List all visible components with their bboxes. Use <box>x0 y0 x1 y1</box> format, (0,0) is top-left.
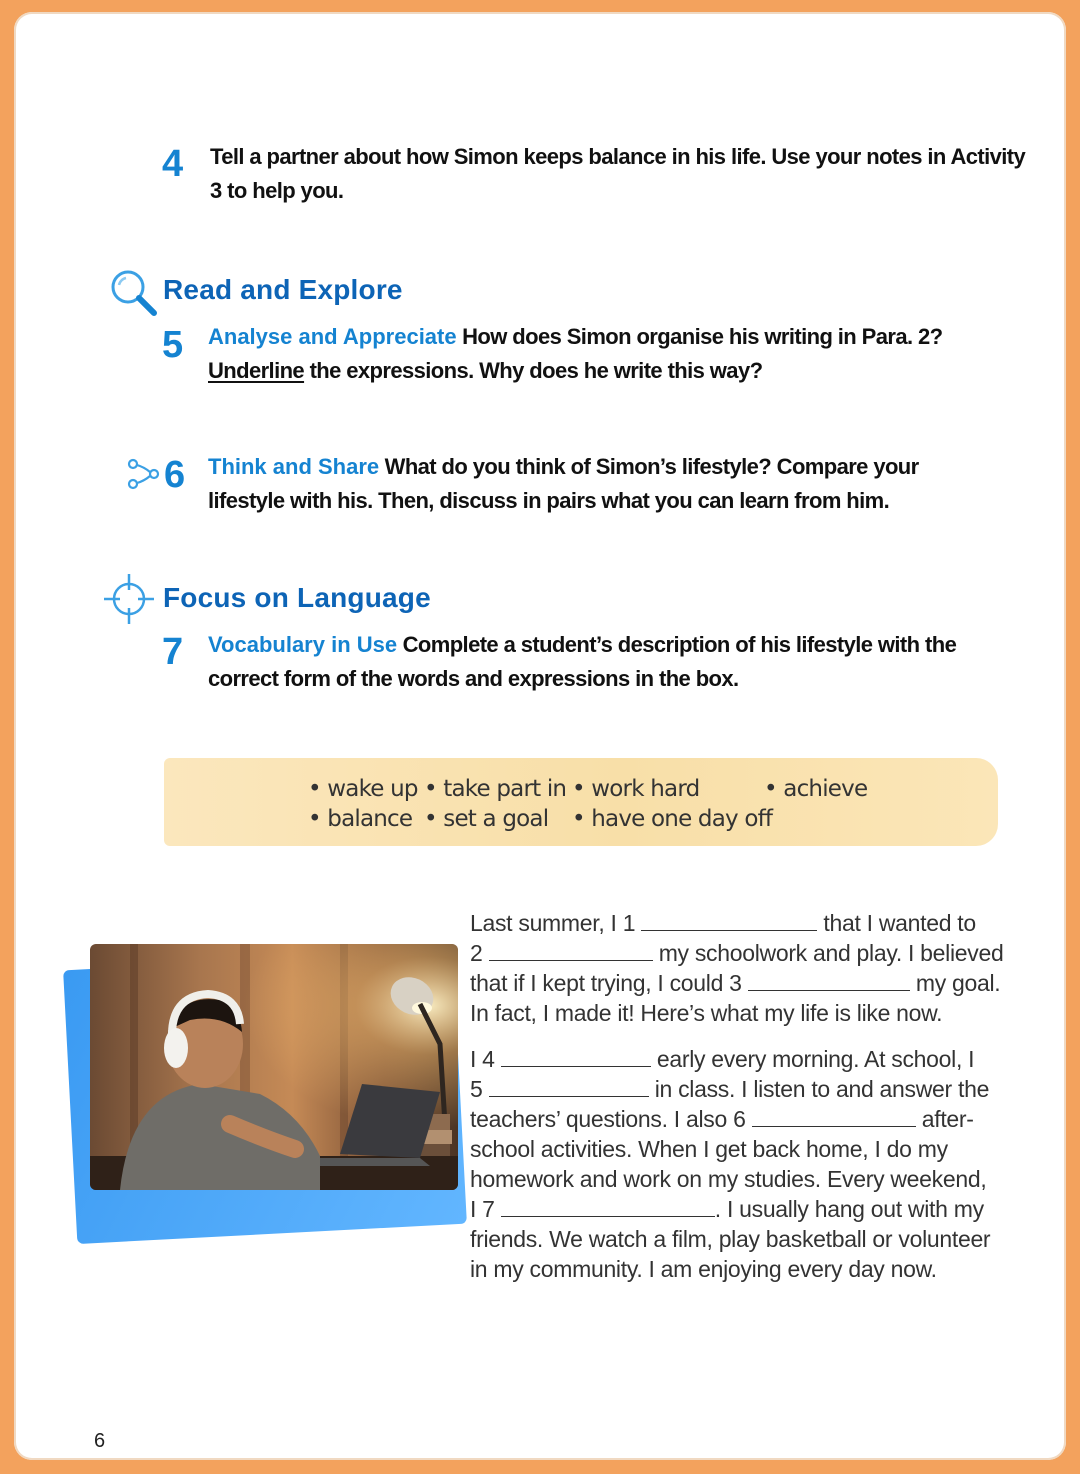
passage-text: teachers’ questions. I also 6 <box>470 1106 746 1132</box>
word-box-item: • achieve <box>764 776 868 802</box>
task-7-number: 7 <box>162 631 184 673</box>
word-box-item: • take part in <box>424 776 567 802</box>
task-6-line-1: What do you think of Simon’s lifestyle? Compare your <box>384 454 919 479</box>
task-5-heading: Analyse and Appreciate <box>208 324 457 349</box>
task-4-line-2: 3 to help you. <box>210 178 344 203</box>
word-box-item: • balance <box>308 806 413 832</box>
blank-5[interactable] <box>489 1076 649 1097</box>
blank-6[interactable] <box>752 1106 916 1127</box>
passage-text: I 7 <box>470 1196 495 1222</box>
focus-language-title: Focus on Language <box>163 582 431 613</box>
task-4-line-1: Tell a partner about how Simon keeps balance in his life. Use your notes in Activity <box>210 144 1026 169</box>
textbook-page <box>14 12 1066 1460</box>
task-6-heading: Think and Share <box>208 454 380 479</box>
passage-paragraph-2 <box>470 1044 1010 1284</box>
task-5-underline-word: Underline <box>208 358 305 383</box>
passage-text: 2 <box>470 940 483 966</box>
passage-text: 5 <box>470 1076 483 1102</box>
page-number: 6 <box>94 1430 106 1452</box>
passage-text: in my community. I am enjoying every day now. <box>470 1256 937 1282</box>
task-5-number: 5 <box>162 324 184 366</box>
passage-paragraph-1 <box>470 908 1010 1028</box>
task-5-text <box>208 320 1028 388</box>
task-6-text <box>208 450 1028 518</box>
word-box-item: • wake up <box>308 776 418 802</box>
passage-text: I 4 <box>470 1046 495 1072</box>
word-box-item: • work hard <box>572 776 700 802</box>
task-4-number: 4 <box>162 143 184 185</box>
blank-4[interactable] <box>501 1046 651 1067</box>
task-7-heading: Vocabulary in Use <box>208 632 398 657</box>
student-at-laptop-illustration <box>90 944 458 1190</box>
passage-text: my schoolwork and play. I believed <box>658 940 1004 966</box>
blank-2[interactable] <box>489 940 653 961</box>
task-7-line-2: correct form of the words and expressions in the box. <box>208 666 739 691</box>
blank-1[interactable] <box>641 910 817 931</box>
task-6-line-2: lifestyle with his. Then, discuss in pairs what you can learn from him. <box>208 488 890 513</box>
word-box <box>164 758 998 846</box>
passage-text: friends. We watch a film, play basketball or volunteer <box>470 1226 991 1252</box>
passage-text: early every morning. At school, I <box>656 1046 975 1072</box>
crosshair-icon <box>102 572 156 626</box>
passage-text: Last summer, I 1 <box>470 910 636 936</box>
task-5-line-1: How does Simon organise his writing in Para. 2? <box>462 324 943 349</box>
task-4-text <box>210 140 1030 208</box>
passage-text: school activities. When I get back home, I do my <box>470 1136 948 1162</box>
magnifier-icon <box>108 267 160 319</box>
fill-in-passage <box>470 908 1010 1300</box>
task-6-number: 6 <box>164 454 186 496</box>
task-7-text <box>208 628 1028 696</box>
task-5-line-2: the expressions. Why does he write this way? <box>309 358 763 383</box>
word-box-item: • have one day off <box>572 806 773 832</box>
read-explore-title: Read and Explore <box>163 274 403 305</box>
task-7-line-1: Complete a student’s description of his lifestyle with the <box>402 632 957 657</box>
blank-3[interactable] <box>748 970 910 991</box>
passage-text: after- <box>921 1106 974 1132</box>
mind-map-icon <box>126 456 162 492</box>
passage-text: in class. I listen to and answer the <box>654 1076 990 1102</box>
passage-text: . I usually hang out with my <box>714 1196 984 1222</box>
student-photo <box>90 944 458 1190</box>
passage-text: that I wanted to <box>823 910 976 936</box>
word-box-item: • set a goal <box>424 806 549 832</box>
passage-text: In fact, I made it! Here’s what my life is like now. <box>470 1000 943 1026</box>
passage-text: homework and work on my studies. Every weekend, <box>470 1166 987 1192</box>
passage-text: that if I kept trying, I could 3 <box>470 970 742 996</box>
blank-7[interactable] <box>501 1196 715 1217</box>
passage-text: my goal. <box>915 970 1001 996</box>
